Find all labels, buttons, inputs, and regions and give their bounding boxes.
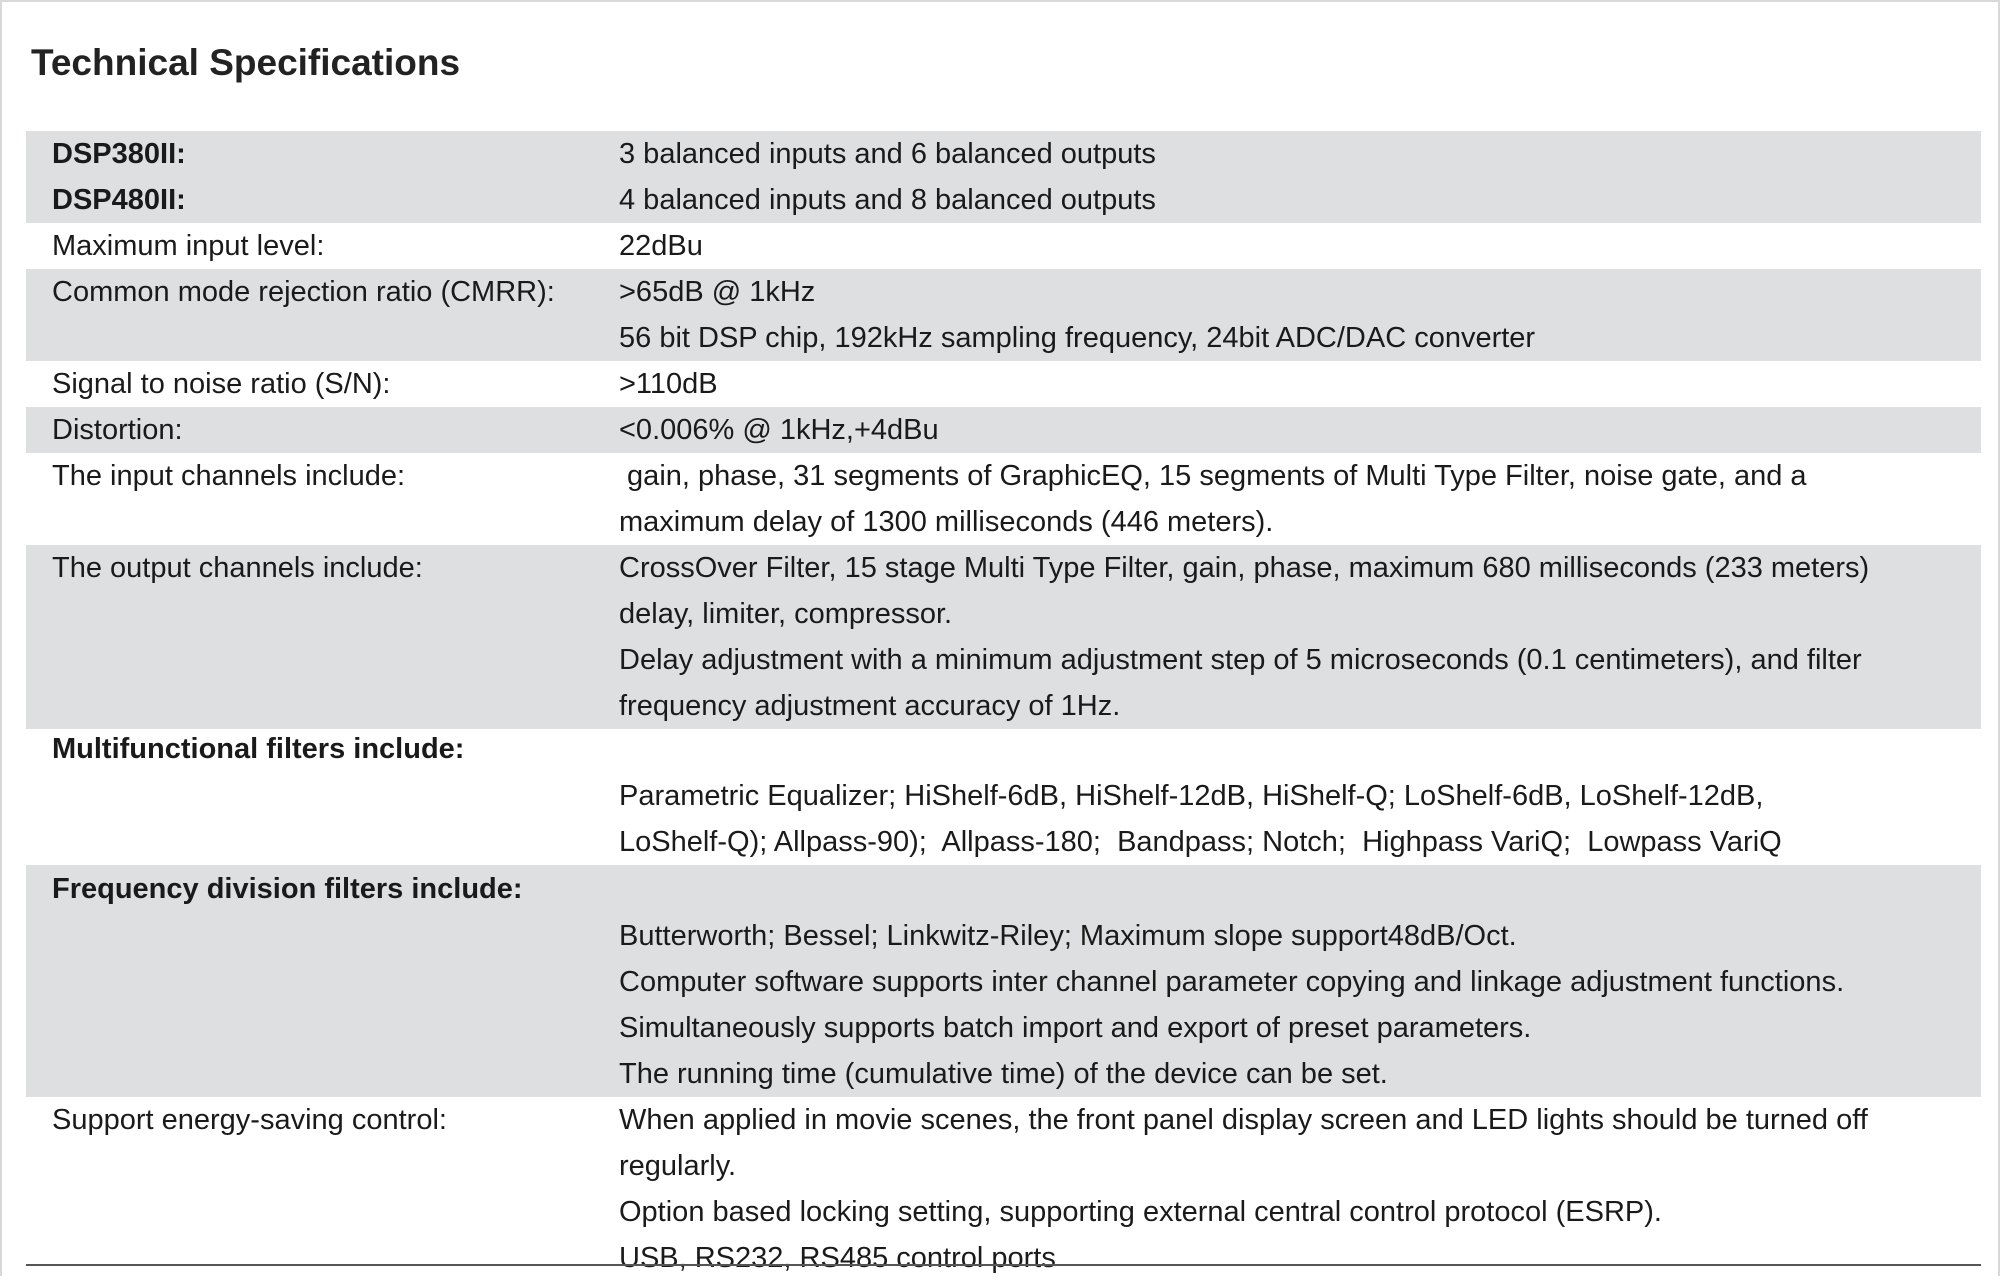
spec-value-control-ports: USB, RS232, RS485 control ports xyxy=(619,1242,1056,1274)
spec-heading-line xyxy=(26,865,1981,913)
spec-row-multifunctional xyxy=(26,729,1981,865)
spec-line xyxy=(26,1143,1981,1189)
spec-value-delay-adjustment: Delay adjustment with a minimum adjustment step of 5 microseconds (0.1 centimeters), and filter xyxy=(619,644,1862,676)
spec-label-cmrr: Common mode rejection ratio (CMRR): xyxy=(52,276,555,308)
spec-value-running-time: The running time (cumulative time) of the device can be set. xyxy=(619,1058,1388,1090)
bottom-divider xyxy=(26,1264,1981,1266)
spec-row-max-input xyxy=(26,223,1981,269)
spec-label-input-channels: The input channels include: xyxy=(52,460,406,492)
spec-line xyxy=(26,361,1981,407)
spec-value-dsp480: 4 balanced inputs and 8 balanced outputs xyxy=(619,184,1156,216)
spec-row-snr xyxy=(26,361,1981,407)
spec-label-multifunctional: Multifunctional filters include: xyxy=(52,733,465,765)
spec-value-input-channels: gain, phase, 31 segments of GraphicEQ, 15 segments of Multi Type Filter, noise gate, and a xyxy=(619,460,1807,492)
spec-line xyxy=(26,637,1981,683)
spec-line xyxy=(26,819,1981,865)
spec-value-software-copying: Computer software supports inter channel parameter copying and linkage adjustment functions. xyxy=(619,966,1845,998)
spec-value-cmrr: >65dB @ 1kHz xyxy=(619,276,816,308)
spec-value-batch-import: Simultaneously supports batch import and export of preset parameters. xyxy=(619,1012,1532,1044)
spec-line xyxy=(26,913,1981,959)
spec-label-dsp480: DSP480II: xyxy=(52,184,186,216)
spec-row-models xyxy=(26,131,1981,223)
spec-label-snr: Signal to noise ratio (S/N): xyxy=(52,368,391,400)
spec-line xyxy=(26,1051,1981,1097)
spec-value-locking: Option based locking setting, supporting external central control protocol (ESRP). xyxy=(619,1196,1662,1228)
spec-value-energy-saving-cont: regularly. xyxy=(619,1150,737,1182)
spec-row-distortion xyxy=(26,407,1981,453)
spec-value-multifunctional: Parametric Equalizer; HiShelf-6dB, HiShelf-12dB, HiShelf-Q; LoShelf-6dB, LoShelf-12dB, xyxy=(619,780,1764,812)
spec-line xyxy=(26,315,1981,361)
spec-value-energy-saving: When applied in movie scenes, the front panel display screen and LED lights should be turned off xyxy=(619,1104,1868,1136)
spec-value-distortion: <0.006% @ 1kHz,+4dBu xyxy=(619,414,939,446)
spec-line xyxy=(26,1097,1981,1143)
spec-value-output-channels-cont: delay, limiter, compressor. xyxy=(619,598,953,630)
spec-line xyxy=(26,683,1981,729)
spec-line xyxy=(26,545,1981,591)
spec-line xyxy=(26,269,1981,315)
spec-label-energy-saving: Support energy-saving control: xyxy=(52,1104,447,1136)
spec-value-delay-adjustment-cont: frequency adjustment accuracy of 1Hz. xyxy=(619,690,1121,722)
spec-row-output-channels xyxy=(26,545,1981,729)
spec-line xyxy=(26,453,1981,499)
spec-label-dsp380: DSP380II: xyxy=(52,138,186,170)
spec-line xyxy=(26,1005,1981,1051)
spec-value-max-input: 22dBu xyxy=(619,230,703,262)
spec-heading-line xyxy=(26,729,1981,773)
spec-line xyxy=(26,1189,1981,1235)
spec-table xyxy=(26,131,1981,1281)
spec-row-input-channels xyxy=(26,453,1981,545)
spec-line xyxy=(26,131,1981,177)
spec-value-frequency-division: Butterworth; Bessel; Linkwitz-Riley; Maximum slope support48dB/Oct. xyxy=(619,920,1517,952)
spec-line xyxy=(26,773,1981,819)
spec-line xyxy=(26,1235,1981,1281)
spec-label-distortion: Distortion: xyxy=(52,414,183,446)
spec-value-dsp-chip: 56 bit DSP chip, 192kHz sampling frequency, 24bit ADC/DAC converter xyxy=(619,322,1536,354)
spec-value-input-channels-cont: maximum delay of 1300 milliseconds (446 meters). xyxy=(619,506,1274,538)
spec-line xyxy=(26,407,1981,453)
spec-label-output-channels: The output channels include: xyxy=(52,552,423,584)
spec-row-frequency-division xyxy=(26,865,1981,1097)
spec-row-cmrr xyxy=(26,269,1981,361)
spec-line xyxy=(26,499,1981,545)
spec-value-output-channels: CrossOver Filter, 15 stage Multi Type Filter, gain, phase, maximum 680 milliseconds (233 meters) xyxy=(619,552,1870,584)
spec-label-frequency-division: Frequency division filters include: xyxy=(52,873,523,905)
spec-value-snr: >110dB xyxy=(619,368,718,400)
spec-value-multifunctional-cont: LoShelf-Q); Allpass-90); Allpass-180; Bandpass; Notch; Highpass VariQ; Lowpass VariQ xyxy=(619,826,1782,858)
spec-line xyxy=(26,959,1981,1005)
spec-line xyxy=(26,177,1981,223)
spec-line xyxy=(26,223,1981,269)
page-title: Technical Specifications xyxy=(31,42,461,83)
spec-label-max-input: Maximum input level: xyxy=(52,230,325,262)
spec-line xyxy=(26,591,1981,637)
spec-value-dsp380: 3 balanced inputs and 6 balanced outputs xyxy=(619,138,1156,170)
spec-row-energy-saving xyxy=(26,1097,1981,1281)
